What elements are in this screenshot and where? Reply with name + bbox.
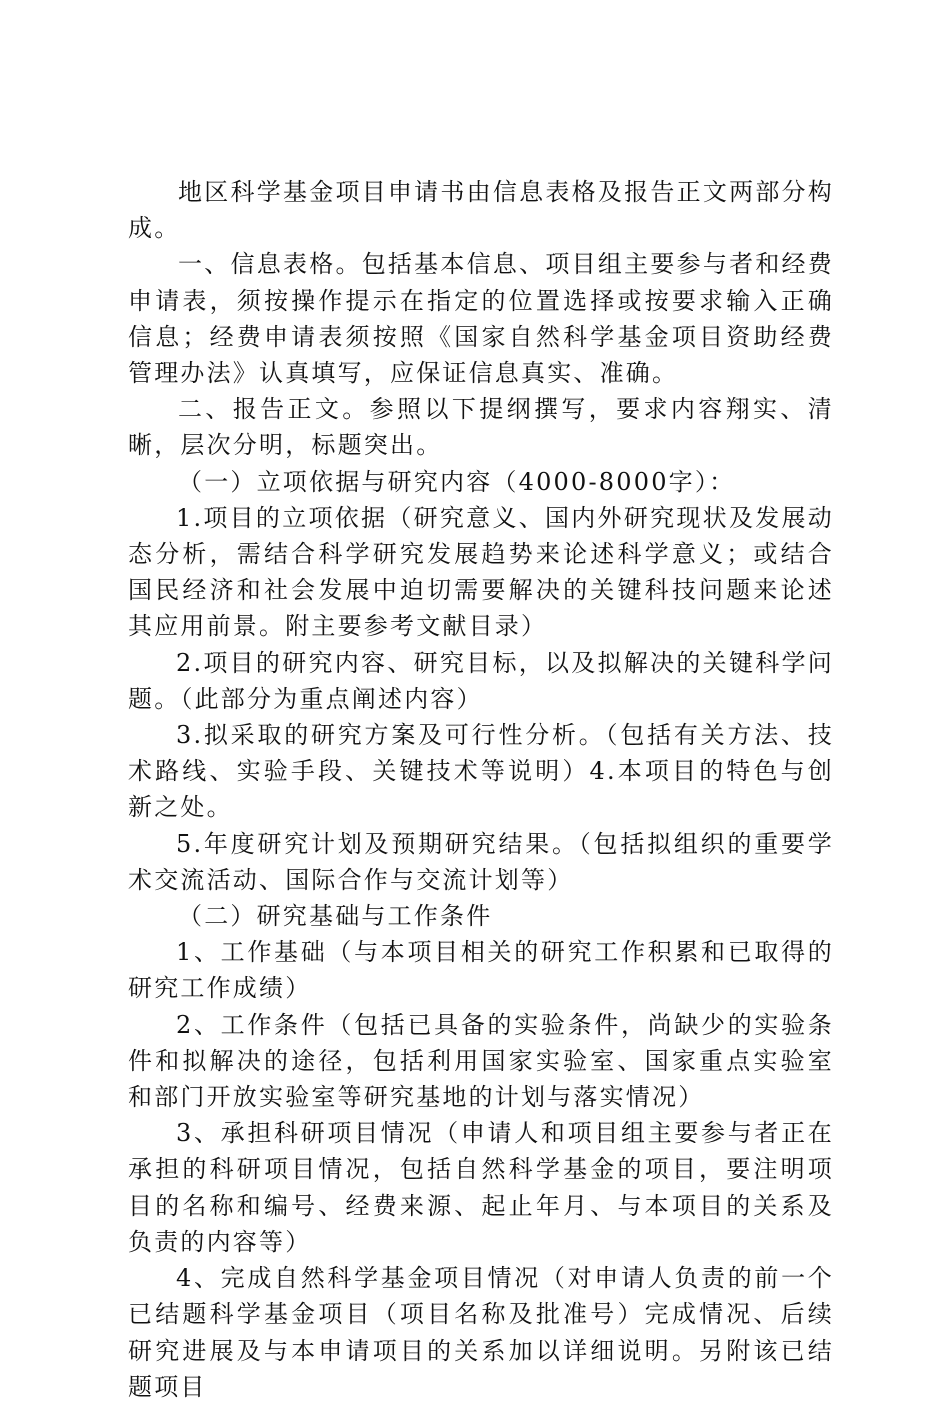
document-body: [128, 174, 834, 1405]
list-item-basis: 1.项目的立项依据（研究意义、国内外研究现状及发展动态分析，需结合科学研究发展趋势来论述科学意义；或结合国民经济和社会发展中迫切需要解决的关键科技问题来论述其应用前景。附主要参考文献目录）: [128, 503, 834, 641]
list-item-annual-plan: 5.年度研究计划及预期研究结果。（包括拟组织的重要学术交流活动、国际合作与交流计划等）: [128, 829, 834, 894]
list-item-projects: 3、承担科研项目情况（申请人和项目组主要参与者正在承担的科研项目情况，包括自然科学基金的项目，要注明项目的名称和编号、经费来源、起止年月、与本项目的关系及负责的内容等）: [128, 1119, 834, 1256]
list-item-work-conditions: 2、工作条件（包括已具备的实验条件，尚缺少的实验条件和拟解决的途径，包括利用国家实验室、国家重点实验室和部门开放实验室等研究基地的计划与落实情况）: [128, 1010, 834, 1112]
intro-paragraph: 地区科学基金项目申请书由信息表格及报告正文两部分构成。: [128, 178, 834, 243]
list-item-work-foundation: 1、工作基础（与本项目相关的研究工作积累和已取得的研究工作成绩）: [128, 938, 834, 1003]
list-item-completed-projects: 4、完成自然科学基金项目情况（对申请人负责的前一个已结题科学基金项目（项目名称及批准号）完成情况、后续研究进展及与本申请项目的关系加以详细说明。另附该已结题项目: [128, 1264, 834, 1401]
section-heading-basis: （一）立项依据与研究内容（4000-8000字）：: [178, 467, 736, 496]
report-body-paragraph: 二、报告正文。参照以下提纲撰写，要求内容翔实、清晰，层次分明，标题突出。: [128, 395, 834, 460]
section-heading-conditions: （二）研究基础与工作条件: [178, 902, 493, 931]
list-item-plan: 3.拟采取的研究方案及可行性分析。（包括有关方法、技术路线、实验手段、关键技术等说明）4.本项目的特色与创新之处。: [128, 721, 834, 822]
info-form-paragraph: 一、信息表格。包括基本信息、项目组主要参与者和经费申请表，须按操作提示在指定的位置选择或按要求输入正确信息；经费申请表须按照《国家自然科学基金项目资助经费管理办法》认真填写，应保证信息真实、准确。: [128, 250, 834, 388]
list-item-content: 2.项目的研究内容、研究目标，以及拟解决的关键科学问题。（此部分为重点阐述内容）: [128, 648, 834, 713]
